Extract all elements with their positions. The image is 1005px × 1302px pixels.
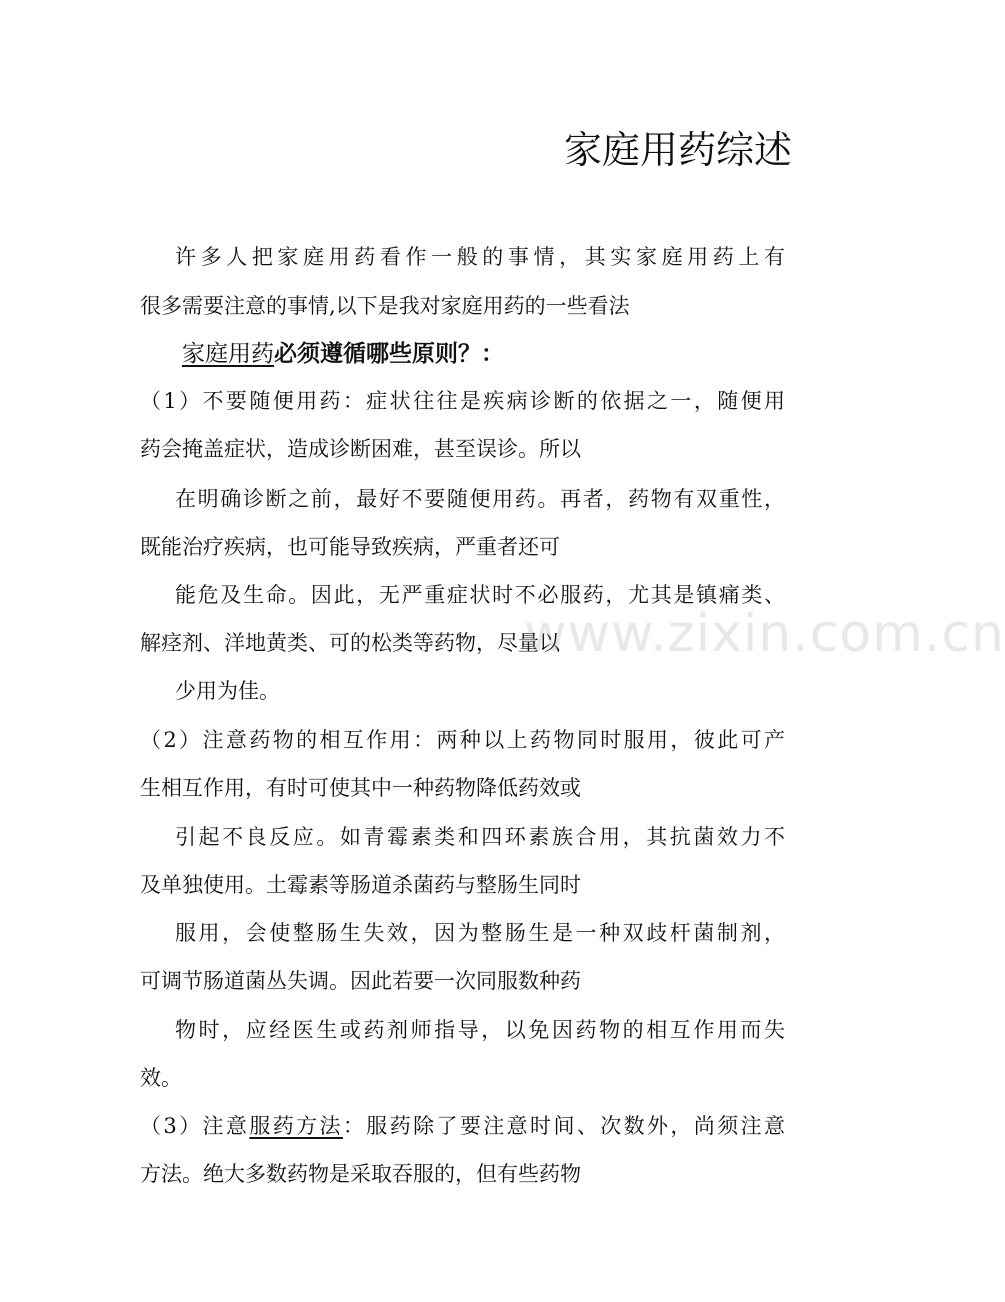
heading-underlined-text: 家庭用药 (182, 341, 274, 367)
point-3-line-1 (140, 1111, 785, 1141)
point-2-line-2: 生相互作用，有时可使其中一种药物降低药效或 (140, 776, 581, 800)
point-1-line-6: 解痉剂、洋地黄类、可的松类等药物，尽量以 (140, 631, 560, 655)
section-heading (182, 338, 504, 370)
document-title: 家庭用药综述 (563, 128, 792, 172)
point-1-line-7: 少用为佳。 (175, 679, 280, 703)
point-1-line-2: 药会掩盖症状，造成诊断困难，甚至误诊。所以 (140, 437, 581, 461)
heading-text: 必须遵循哪些原则？： (274, 340, 504, 367)
point-3-underlined-text: 服药方法 (249, 1114, 343, 1138)
point-3-line-2: 方法。绝大多数药物是采取吞服的，但有些药物 (140, 1162, 581, 1186)
point-2-line-1: （2）注意药物的相互作用：两种以上药物同时服用，彼此可产 (140, 728, 785, 752)
point-2-line-6: 可调节肠道菌丛失调。因此若要一次同服数种药 (140, 969, 581, 993)
point-2-line-5: 服用，会使整肠生失效，因为整肠生是一种双歧杆菌制剂， (175, 921, 785, 945)
point-2-line-3: 引起不良反应。如青霉素类和四环素族合用，其抗菌效力不 (175, 825, 785, 849)
point-1-line-5: 能危及生命。因此，无严重症状时不必服药，尤其是镇痛类、 (175, 583, 785, 607)
point-1-line-1: （1）不要随便用药：症状往往是疾病诊断的依据之一，随便用 (140, 389, 785, 413)
point-1-line-3: 在明确诊断之前，最好不要随便用药。再者，药物有双重性， (175, 487, 785, 511)
watermark: www.zixin.com.cn (524, 604, 1005, 664)
point-3-text: ：服药除了要注意时间、次数外，尚须注意 (342, 1114, 785, 1138)
intro-line-2: 很多需要注意的事情,以下是我对家庭用药的一些看法 (140, 294, 630, 318)
intro-line-1: 许多人把家庭用药看作一般的事情，其实家庭用药上有 (175, 245, 785, 269)
point-2-line-4: 及单独使用。土霉素等肠道杀菌药与整肠生同时 (140, 873, 581, 897)
point-1-line-4: 既能治疗疾病，也可能导致疾病，严重者还可 (140, 535, 560, 559)
point-2-line-8: 效。 (140, 1066, 182, 1090)
point-3-prefix: （3）注意 (140, 1114, 250, 1138)
point-2-line-7: 物时，应经医生或药剂师指导，以免因药物的相互作用而失 (175, 1018, 785, 1042)
